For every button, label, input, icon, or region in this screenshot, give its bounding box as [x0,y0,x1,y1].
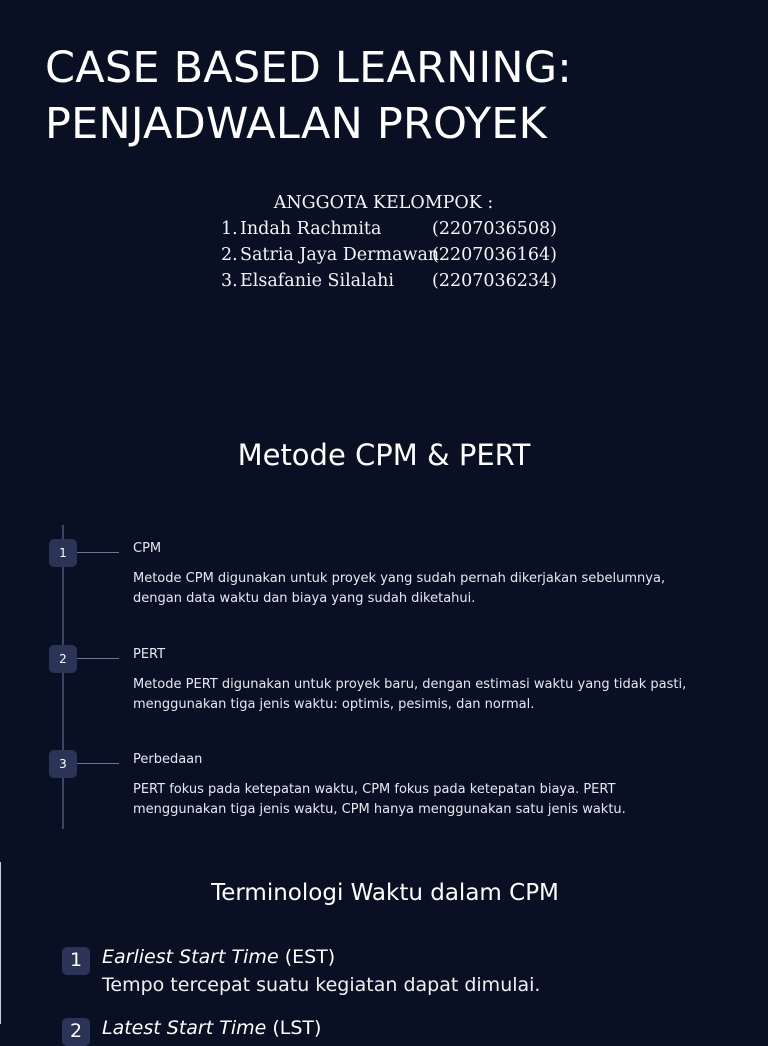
terminology-title: Terminologi Waktu dalam CPM [211,880,559,906]
timeline-item-description [133,675,723,715]
methods-slide [0,420,768,862]
timeline-item-description [133,780,723,820]
timeline-line [62,525,64,829]
methods-title: Metode CPM & PERT [237,438,531,472]
member-id: (2207036508) [432,219,557,239]
member-row [0,268,768,294]
description-line: menggunakan tiga jenis waktu: optimis, pesimis, dan normal. [133,697,535,712]
member-number: 3. [221,271,238,291]
term-name: Earliest Start Time [102,946,279,968]
timeline-item-title: CPM [133,541,162,556]
term-description: Tempo tercepat suatu kegiatan dapat dimulai. [102,974,541,996]
members-heading: ANGGOTA KELOMPOK : [273,193,494,213]
timeline-item-description [133,569,723,609]
term-label [102,1014,321,1042]
terminology-slide [0,862,768,1042]
slide-title [45,40,572,152]
step-number-badge: 1 [49,539,77,567]
member-name: Indah Rachmita [240,219,382,239]
member-row [0,216,768,242]
timeline-connector [77,552,119,553]
term-abbreviation: (EST) [284,946,336,968]
step-number-badge: 2 [49,645,77,673]
step-number-badge: 1 [62,947,90,975]
timeline-connector [77,763,119,764]
member-number: 1. [221,219,238,239]
description-line: PERT fokus pada ketepatan waktu, CPM fokus pada ketepatan biaya. PERT [133,782,616,797]
member-number: 2. [221,245,238,265]
term-abbreviation: (LST) [272,1017,322,1039]
term-label [102,943,335,971]
member-name: Elsafanie Silalahi [240,271,394,291]
member-name: Satria Jaya Dermawan [240,245,440,265]
member-id: (2207036234) [432,271,557,291]
member-row [0,242,768,268]
title-line-1: CASE BASED LEARNING: [45,43,572,93]
step-number-badge: 3 [49,750,77,778]
description-line: dengan data waktu dan biaya yang sudah diketahui. [133,591,476,606]
title-slide [0,0,768,420]
term-name: Latest Start Time [102,1017,267,1039]
description-line: Metode CPM digunakan untuk proyek yang sudah pernah dikerjakan sebelumnya, [133,571,666,586]
timeline-item-title: Perbedaan [133,752,203,767]
description-line: Metode PERT digunakan untuk proyek baru, dengan estimasi waktu yang tidak pasti, [133,677,687,692]
timeline-item-title: PERT [133,647,166,662]
member-id: (2207036164) [432,245,557,265]
timeline-connector [77,658,119,659]
description-line: menggunakan tiga jenis waktu, CPM hanya menggunakan satu jenis waktu. [133,802,626,817]
title-line-2: PENJADWALAN PROYEK [45,99,548,149]
members-block [0,190,768,294]
step-number-badge: 2 [62,1018,90,1046]
